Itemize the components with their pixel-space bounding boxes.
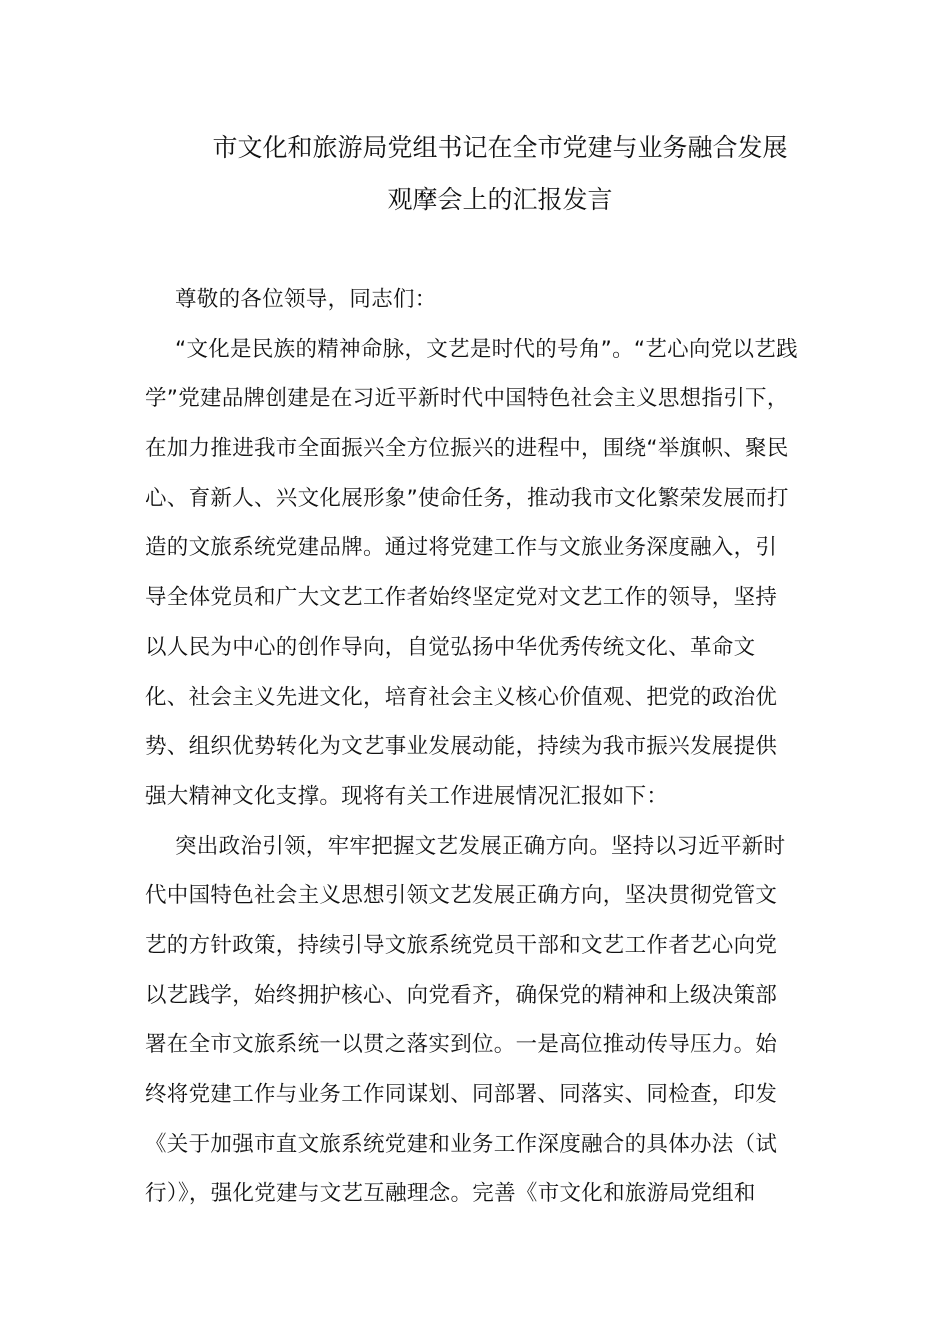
paragraph-line: 《关于加强市直文旅系统党建和业务工作深度融合的具体办法（试 bbox=[145, 1131, 778, 1157]
paragraph-line: 突出政治引领，牢牢把握文艺发展正确方向。坚持以习近平新时 bbox=[175, 833, 786, 859]
paragraph-line: 化、社会主义先进文化，培育社会主义核心价值观、把党的政治优 bbox=[145, 684, 778, 710]
paragraph-line: 势、组织优势转化为文艺事业发展动能，持续为我市振兴发展提供 bbox=[145, 734, 778, 760]
paragraph-line: 在加力推进我市全面振兴全方位振兴的进程中，围绕“举旗帜、聚民 bbox=[145, 436, 789, 462]
paragraph-line: 艺的方针政策，持续引导文旅系统党员干部和文艺工作者艺心向党 bbox=[145, 932, 778, 958]
paragraph-line: 强大精神文化支撑。现将有关工作进展情况汇报如下： bbox=[145, 783, 669, 809]
paragraph-line: 以人民为中心的创作导向，自觉弘扬中华优秀传统文化、革命文 bbox=[145, 634, 756, 660]
document-body bbox=[145, 283, 810, 1227]
paragraph-line: 导全体党员和广大文艺工作者始终坚定党对文艺工作的领导，坚持 bbox=[145, 585, 778, 611]
document-title-line-1: 市文化和旅游局党组书记在全市党建与业务融合发展 bbox=[212, 133, 788, 162]
paragraph-line: 学”党建品牌创建是在习近平新时代中国特色社会主义思想指引下， bbox=[145, 386, 789, 412]
paragraph-line: 代中国特色社会主义思想引领文艺发展正确方向，坚决贯彻党管文 bbox=[145, 883, 778, 909]
paragraph-line: 行）》，强化党建与文艺互融理念。完善《市文化和旅游局党组和 bbox=[145, 1181, 756, 1207]
paragraph-line: 署在全市文旅系统一以贯之落实到位。一是高位推动传导压力。始 bbox=[145, 1032, 778, 1058]
paragraph-line: 以艺践学，始终拥护核心、向党看齐，确保党的精神和上级决策部 bbox=[145, 982, 778, 1008]
paragraph-line: 心、育新人、兴文化展形象”使命任务，推动我市文化繁荣发展而打 bbox=[145, 485, 789, 511]
paragraph-line: 终将党建工作与业务工作同谋划、同部署、同落实、同检查，印发 bbox=[145, 1082, 778, 1107]
salutation-line: 尊敬的各位领导，同志们： bbox=[175, 287, 437, 312]
paragraph-line: “文化是民族的精神命脉，文艺是时代的号角”。“艺心向党以艺践 bbox=[175, 336, 798, 362]
paragraph-line: 造的文旅系统党建品牌。通过将党建工作与文旅业务深度融入，引 bbox=[145, 535, 778, 561]
document-title-line-2: 观摩会上的汇报发言 bbox=[387, 185, 613, 214]
